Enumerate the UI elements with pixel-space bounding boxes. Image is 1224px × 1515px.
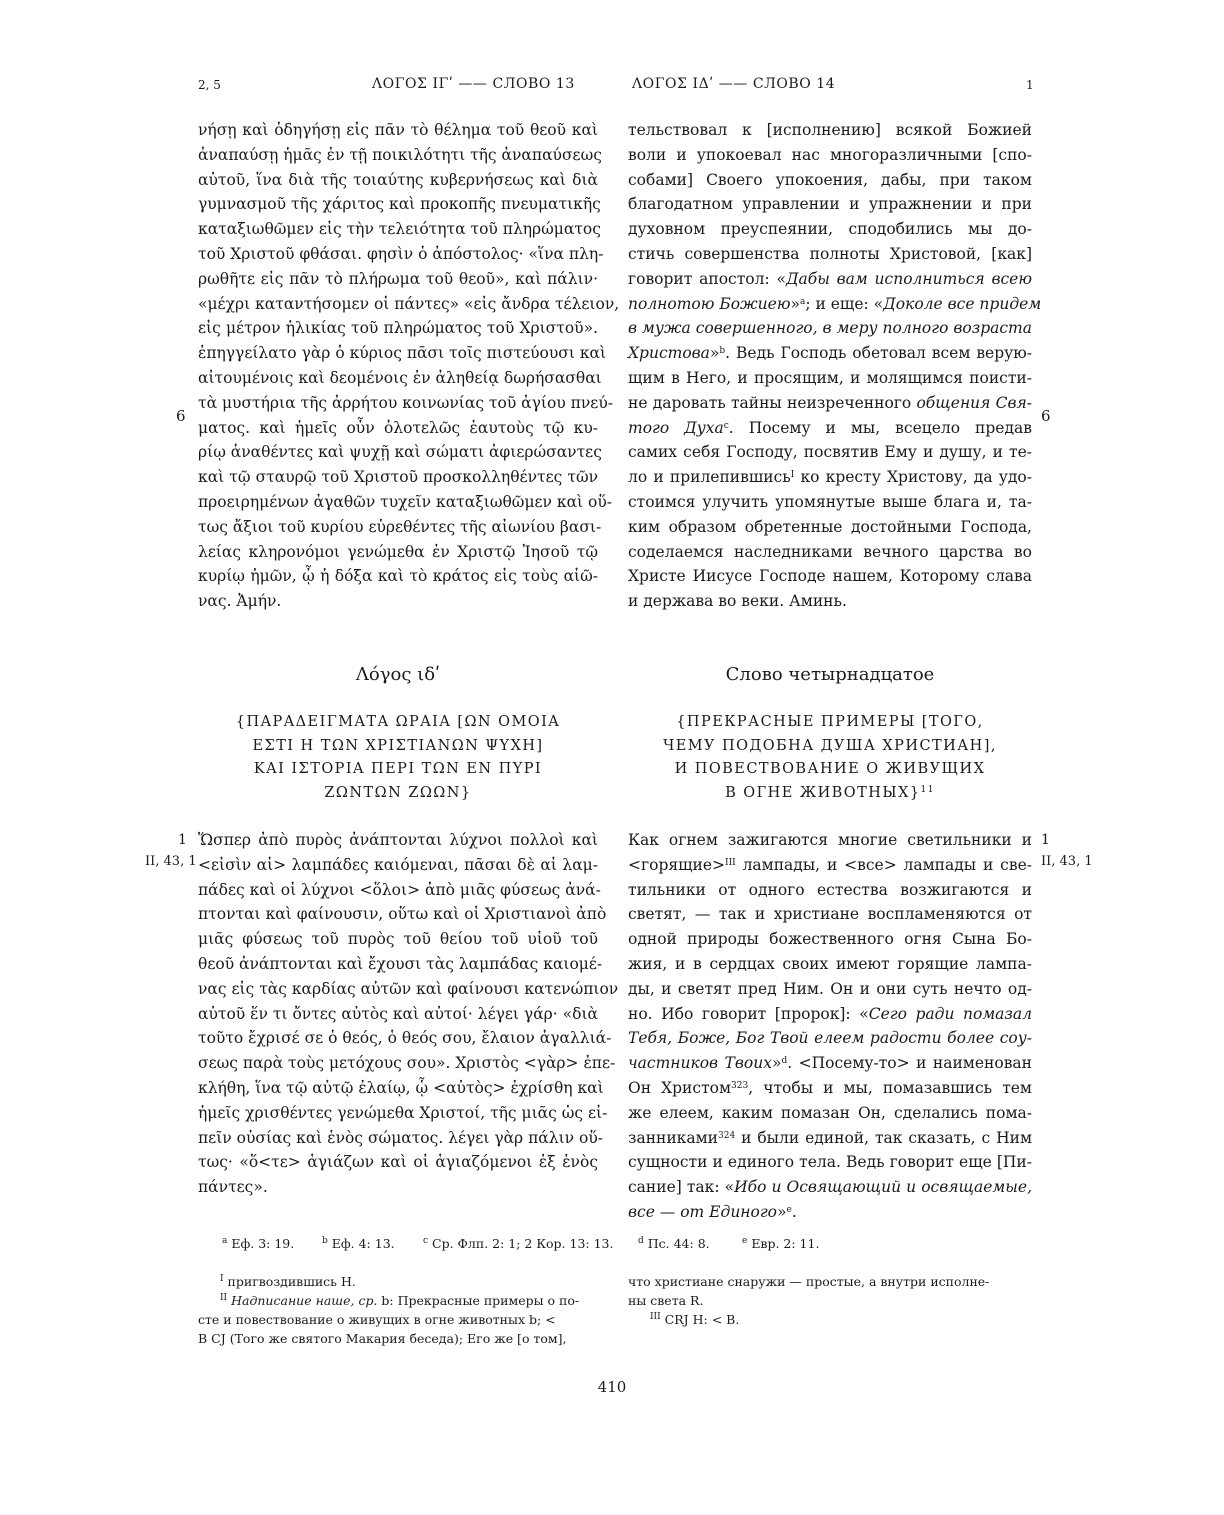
text-line: сущности и единого тела. Ведь говорит еще [Пи- [628, 1153, 1032, 1172]
text-line: κλήθη, ἵνα τῷ αὐτῷ ἐλαίῳ, ᾧ <αὐτὸς> ἐχρίσθη καὶ [198, 1078, 604, 1097]
margin-section-number: 1 [178, 832, 187, 848]
text-line: говорит апостол: «Дабы вам исполниться всею [628, 269, 1032, 288]
margin-section-number: 6 [1041, 407, 1051, 425]
text-line: σεως παρὰ τοὺς μετόχους σου». Χριστὸς <γὰρ> ἐπε- [198, 1054, 616, 1073]
text-line: соделаемся наследниками вечного царства во [628, 542, 1032, 561]
subtitle-line: {ПРЕКРАСНЫЕ ПРИМЕРЫ [ТОГО, [676, 714, 984, 730]
text-line: светят, — так и христиане воспламеняются от [628, 905, 1032, 924]
footnote-ref-e: $^e$ Евр. 2: 11. [742, 1236, 820, 1251]
text-line: ἐπηγγείλατο γὰρ ὁ κύριος πᾶσι τοῖς πιστεύουσι καὶ [198, 344, 607, 363]
text-line: стичь совершенства полноты Христовой, [как] [628, 244, 1032, 263]
text-line: благодатном управлении и упражнении и при [628, 195, 1032, 214]
text-line: πάδες καὶ οἱ λύχνοι <ὅλοι> ἀπὸ μιᾶς φύσεως ἀνά- [198, 880, 601, 899]
text-line: сание] так: «Ибо и Освящающий и освящаемые, [628, 1178, 1032, 1197]
text-line: ἀναπαύσῃ ἡμᾶς ἐν τῇ ποικιλότητι τῆς ἀναπαύσεως [198, 145, 602, 164]
page-number: 410 [597, 1378, 627, 1396]
text-line: и держава во веки. Аминь. [628, 592, 847, 611]
left-running-title: ΛΟΓΟΣ ΙΓʹ —— СЛОВО 13 [372, 76, 575, 92]
subtitle-line: {ΠΑΡΑΔΕΙΓΜΑΤΑ ΩΡΑΙΑ [ΩΝ ΟΜΟΙΑ [235, 714, 561, 730]
text-line: воли и упокоевал нас многоразличными [спо- [628, 145, 1032, 164]
russian-discourse-title: Слово четырнадцатое [725, 664, 935, 685]
greek-discourse-title: Λόγος ιδʹ [355, 664, 441, 685]
apparatus-line: B CJ (Того же святого Макария беседа); Его же [о том], [198, 1331, 567, 1346]
text-line: νήσῃ καὶ ὁδηγήσῃ εἰς πᾶν τὸ θέλημα τοῦ θεοῦ καὶ [198, 121, 598, 139]
text-line: κυρίῳ ἡμῶν, ᾧ ἡ δόξα καὶ τὸ κράτος εἰς τοὺς αἰῶ- [198, 567, 598, 586]
text-line: ды, и светят пред Ним. Он и они суть нечто од- [628, 979, 1032, 998]
apparatus-line: $^{III}$ CRJ H: < B. [650, 1312, 740, 1327]
text-line: πτονται καὶ φαίνουσιν, οὕτω καὶ οἱ Χριστιανοὶ ἀπὸ [198, 905, 607, 924]
text-line: полнотою Божиею»$^a$; и еще: «Доколе все придем [628, 294, 1042, 313]
text-line: самих себя Господу, посвятив Ему и душу, и те- [628, 443, 1032, 462]
text-line: занниками$^{324}$ и были единой, так сказать, с Ним [628, 1128, 1032, 1147]
right-page-ref: 1 [1026, 78, 1034, 92]
text-line: μιᾶς φύσεως τοῦ πυρὸς τοῦ θείου τοῦ υἱοῦ τοῦ [198, 930, 598, 949]
text-line: αὐτοῦ ἕν τι ὄντες αὐτὸς καὶ αὐτοί· λέγει γάρ· «διὰ [198, 1004, 598, 1023]
text-line: νας. Ἀμήν. [198, 592, 282, 611]
text-line: частников Твоих»$^d$. <Посему-то> и наименован [628, 1054, 1032, 1073]
text-line: ким образом обретенные достойными Господа, [628, 517, 1032, 536]
subtitle-line: ЧЕМУ ПОДОБНА ДУША ХРИСТИАН], [663, 737, 997, 754]
text-line: αὐτοῦ, ἵνα διὰ τῆς τοιαύτης κυβερνήσεως καὶ διὰ [198, 170, 598, 189]
text-line: тильники от одного естества возжигаются и [628, 880, 1032, 899]
subtitle-line: ΕΣΤΙ Η ΤΩΝ ΧΡΙΣΤΙΑΝΩΝ ΨΥΧΗ] [252, 737, 544, 754]
margin-section-number: 6 [176, 407, 186, 425]
text-line: щим в Него, и просящим, и молящимся поисти- [628, 368, 1032, 387]
subtitle-line: ΖΩΝΤΩΝ ΖΩΩΝ} [324, 784, 472, 801]
text-line: γυμνασμοῦ τῆς χάριτος καὶ προκοπῆς πνευματικῆς [198, 195, 601, 214]
text-line: <εἰσὶν αἱ> λαμπάδες καιόμεναι, πᾶσαι δὲ αἱ λαμ- [198, 855, 598, 874]
text-line: καταξιωθῶμεν εἰς τὴν τελειότητα τοῦ πληρώματος [198, 220, 601, 239]
text-line: ло и прилепившись$^I$ ко кресту Христову, да удо- [628, 468, 1032, 487]
apparatus-line: что христиане снаружи — простые, а внутри исполне- [628, 1274, 990, 1289]
text-line: Как огнем зажигаются многие светильники и [628, 831, 1032, 849]
russian-text-bottom [628, 828, 1032, 1225]
text-line: λείας κληρονόμοι γενώμεθα ἐν Χριστῷ Ἰησοῦ τῷ [198, 542, 598, 561]
text-line: αἰτουμένοις καὶ δεομένοις ἐν ἀληθείᾳ δωρήσασθαι [198, 368, 602, 387]
margin-reference: II, 43, 1 [1041, 854, 1093, 869]
left-page-ref: 2, 5 [198, 78, 221, 92]
apparatus-line: ны света R. [628, 1293, 704, 1308]
text-line: εἰς μέτρον ἡλικίας τοῦ πληρώματος τοῦ Χριστοῦ». [198, 319, 598, 338]
text-line: πεῖν οὐσίας καὶ ἑνὸς σώματος. λέγει γὰρ πάλιν οὕ- [198, 1128, 603, 1147]
text-line: τως ἄξιοι τοῦ κυρίου εὑρεθέντες τῆς αἰωνίου βασι- [198, 517, 602, 536]
text-line: νας εἰς τὰς καρδίας αὐτῶν καὶ φαίνουσι κατενώπιον [198, 979, 619, 998]
subtitle-line: В ОГНЕ ЖИВОТНЫХ}$^{11}$ [725, 784, 935, 801]
text-line: τὰ μυστήρια τῆς ἀρρήτου κοινωνίας τοῦ ἁγίου πνεύ- [198, 393, 613, 412]
text-line: «μέχρι καταντήσομεν οἱ πάντες» «εἰς ἄνδρα τέλειον, [198, 294, 620, 313]
apparatus-line: $^{II}$ Надписание наше, ср. b: Прекрасные примеры о по- [220, 1293, 580, 1308]
text-line: <горящие>$^{III}$ лампады, и <все> лампады и све- [628, 855, 1032, 874]
apparatus-left [198, 1272, 608, 1348]
text-line: ματος. καὶ ἡμεῖς οὖν ὁλοτελῶς ἑαυτοὺς τῷ κυ- [198, 418, 598, 437]
text-line: καὶ τῷ σταυρῷ τοῦ Χριστοῦ προσκολληθέντες τῶν [198, 468, 598, 487]
right-running-title: ΛΟΓΟΣ ΙΔʹ —— СЛОВО 14 [632, 76, 836, 92]
apparatus-line: $^I$ пригвоздившись H. [220, 1274, 356, 1289]
footnote-ref-d: $^d$ Пс. 44: 8. [638, 1236, 710, 1251]
text-line: τοῦτο ἔχρισέ σε ὁ θεός, ὁ θεός σου, ἔλαιον ἀγαλλιά- [198, 1029, 612, 1048]
apparatus-right [628, 1272, 1038, 1329]
footnote-ref-a: $^a$ Еф. 3: 19. [222, 1236, 295, 1251]
text-line: духовном преуспеянии, сподобились мы до- [628, 220, 1032, 239]
text-line: πάντες». [198, 1178, 268, 1197]
footnote-mark: 11 [920, 784, 935, 795]
text-line: Христова»$^b$. Ведь Господь обетовал всем верую- [628, 344, 1032, 363]
text-line: ρωθῆτε εἰς πᾶν τὸ πλήρωμα τοῦ θεοῦ», καὶ πάλιν· [198, 269, 598, 288]
text-line: Ὥσπερ ἀπὸ πυρὸς ἀνάπτονται λύχνοι πολλοὶ καὶ [198, 831, 598, 849]
text-line: ἡμεῖς χρισθέντες γενώμεθα Χριστοί, τῆς μιᾶς ὡς εἰ- [198, 1103, 608, 1122]
subtitle-line: ΚΑΙ ΙΣΤΟΡΙΑ ΠΕΡΙ ΤΩΝ ΕΝ ΠΥΡΙ [253, 761, 543, 777]
russian-subtitle [628, 711, 1032, 805]
text-line: жия, и в сердцах своих имеют горящие лампа- [628, 954, 1032, 973]
greek-subtitle [198, 711, 598, 805]
text-line: θεοῦ ἀνάπτονται καὶ ἔχουσι τὰς λαμπάδας καιομέ- [198, 954, 603, 973]
text-line: Он Христом$^{323}$, чтобы и мы, помазавшись тем [628, 1078, 1032, 1097]
apparatus-line: сте и повествование о живущих в огне животных b; < [198, 1312, 556, 1327]
greek-text-top [198, 118, 620, 614]
text-line: не даровать тайны неизреченного общения Свя- [628, 393, 1033, 412]
greek-text-bottom [198, 828, 619, 1200]
text-line: Христе Иисусе Господе нашем, Которому слава [628, 567, 1032, 586]
text-line: все — от Единого»$^e$. [628, 1202, 797, 1221]
text-line: τοῦ Χριστοῦ φθάσαι. φησὶν ὁ ἀπόστολος· «ἵνα πλη- [198, 244, 604, 263]
text-line: стоимся улучить упомянутые выше блага и, та- [628, 492, 1032, 511]
text-line: ρίῳ ἀναθέντες καὶ ψυχῇ καὶ σώματι ἀφιερώσαντες [198, 443, 602, 462]
text-line: Тебя, Боже, Бог Твой елеем радости более соу- [628, 1029, 1032, 1048]
margin-reference: II, 43, 1 [145, 854, 197, 869]
text-line: тельствовал к [исполнению] всякой Божией [628, 121, 1032, 139]
text-line: одной природы божественного огня Сына Бо- [628, 930, 1032, 949]
subtitle-line: И ПОВЕСТВОВАНИЕ О ЖИВУЩИХ [674, 761, 986, 777]
russian-text-top [628, 118, 1042, 614]
text-line: προειρημένων ἀγαθῶν τυχεῖν καταξιωθῶμεν καὶ οὕ- [198, 492, 613, 511]
footnote-ref-b: $^b$ Еф. 4: 13. [322, 1236, 395, 1251]
text-line: же елеем, каким помазан Он, сделались пома- [628, 1103, 1032, 1122]
text-line: собами] Своего упокоения, дабы, при таком [628, 170, 1032, 189]
footnote-ref-c: $^c$ Ср. Флп. 2: 1; 2 Кор. 13: 13. [423, 1236, 614, 1251]
margin-section-number: 1 [1041, 832, 1050, 848]
text-line: в мужа совершенного, в меру полного возраста [628, 319, 1032, 338]
text-line: τως· «ὅ<τε> ἁγιάζων καὶ οἱ ἁγιαζόμενοι ἐξ ἑνὸς [198, 1153, 598, 1172]
text-line: но. Ибо говорит [пророк]: «Сего ради помазал [628, 1004, 1032, 1023]
text-line: того Духа$^c$. Посему и мы, всецело предав [628, 418, 1032, 437]
